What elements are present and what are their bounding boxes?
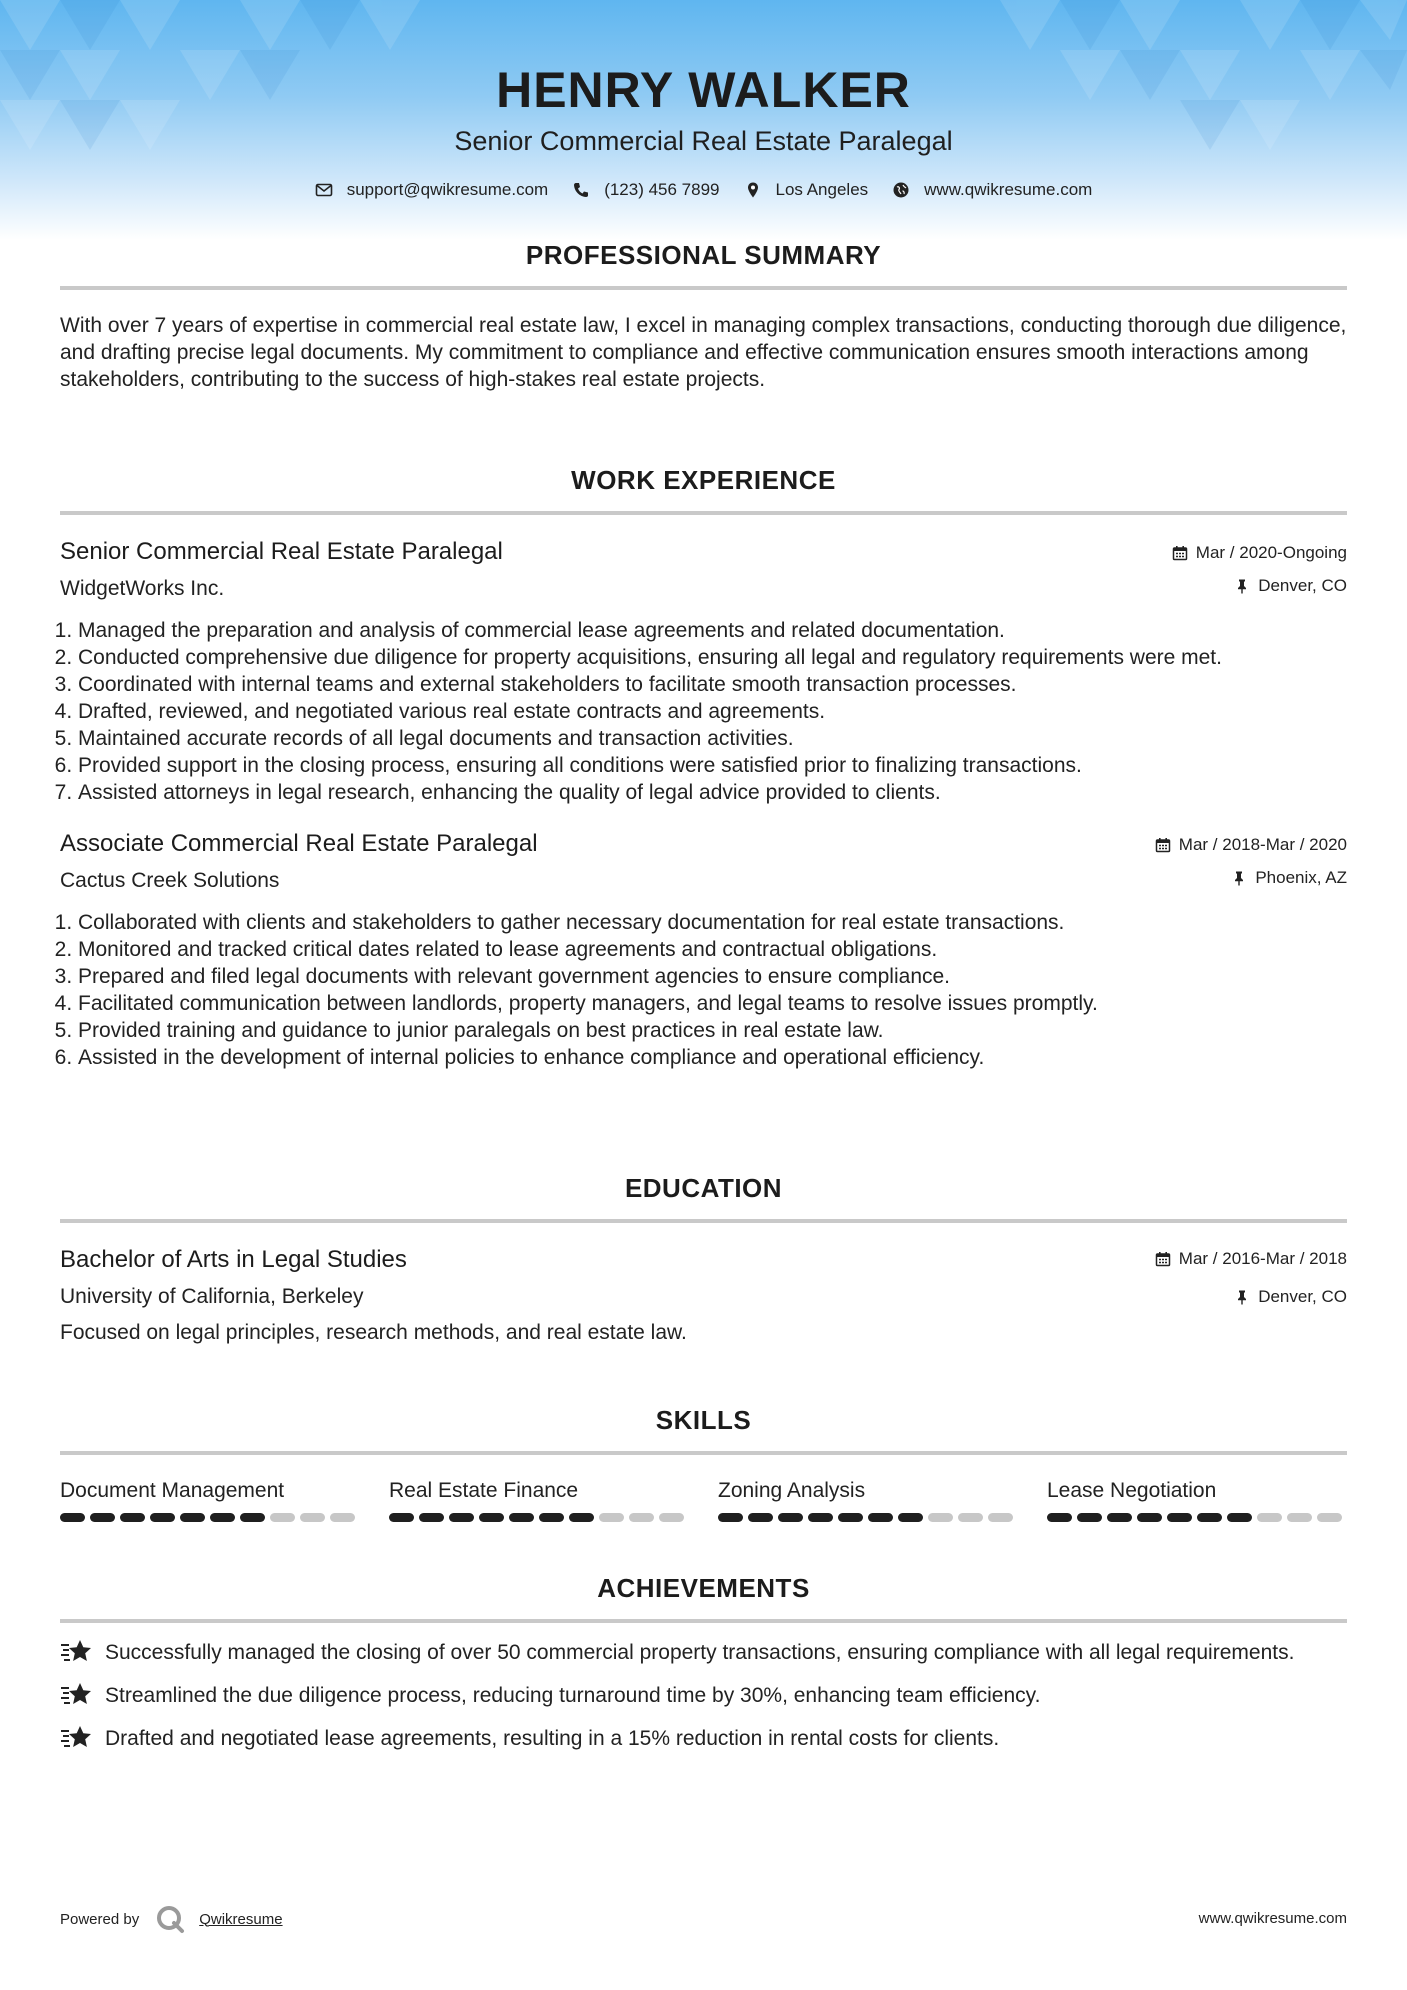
skill-level-segment [300,1513,325,1522]
skills-grid [60,1477,1347,1522]
skill-item [718,1477,1018,1522]
list-item: 3. Coordinated with internal teams and external stakeholders to facilitate smooth transaction processes. [78,671,1347,698]
school-name: University of California, Berkeley [60,1285,364,1308]
list-item: 6. Provided support in the closing process, ensuring all conditions were satisfied prior to finalizing transactions. [78,752,1347,779]
skill-level-segment [330,1513,355,1522]
skill-level-segment [389,1513,414,1522]
contact-phone[interactable] [572,180,719,200]
job-location [1231,868,1347,888]
degree-title: Bachelor of Arts in Legal Studies [60,1246,407,1273]
skill-level-segment [898,1513,923,1522]
experience-section [60,463,1347,1071]
skill-level-segment [60,1513,85,1522]
job-location-text: Denver, CO [1258,576,1347,595]
skill-level-segment [599,1513,624,1522]
skill-level-segment [539,1513,564,1522]
skill-level-segment [1047,1513,1072,1522]
skill-level-segment [778,1513,803,1522]
contact-email[interactable] [315,180,549,200]
skill-level-segment [659,1513,684,1522]
skill-item [389,1477,689,1522]
skill-item [1047,1477,1347,1522]
achievement-text: Drafted and negotiated lease agreements, resulting in a 15% reduction in rental costs for clients. [105,1727,1000,1750]
qwikresume-link[interactable]: Qwikresume [199,1910,283,1928]
skill-level-segment [838,1513,863,1522]
skill-name: Lease Negotiation [1047,1479,1217,1502]
skill-name: Zoning Analysis [718,1479,866,1502]
candidate-name: HENRY WALKER [496,62,911,118]
job-company: Cactus Creek Solutions [60,869,280,892]
education-dates-text: Mar / 2016-Mar / 2018 [1178,1249,1347,1268]
envelope-icon [315,181,333,199]
job-title: Associate Commercial Real Estate Paralegal [60,830,538,857]
list-item [60,1639,1347,1666]
list-item [60,1682,1347,1709]
contact-phone-text: (123) 456 7899 [604,180,720,199]
skill-level-segment [1077,1513,1102,1522]
achievements-heading: ACHIEVEMENTS [597,1573,810,1603]
skill-level-segment [120,1513,145,1522]
map-pin-icon [744,181,762,199]
globe-icon [892,181,910,199]
section-divider [60,511,1347,515]
skill-level-segment [419,1513,444,1522]
skill-level-segment [1137,1513,1162,1522]
summary-section [60,238,1347,393]
list-item: 2. Monitored and tracked critical dates related to lease agreements and contractual obligations. [78,936,1347,963]
achievements-section [60,1571,1347,1752]
skill-level-segment [958,1513,983,1522]
achievement-text: Successfully managed the closing of over 50 commercial property transactions, ensuring compliance with all legal requirements. [105,1641,1295,1664]
skill-level-segment [718,1513,743,1522]
phone-icon [572,181,590,199]
qwikresume-logo-icon [155,1904,185,1934]
contact-location [744,180,869,200]
job-dates [1172,543,1347,563]
calendar-icon [1172,545,1188,561]
list-item: 7. Assisted attorneys in legal research, enhancing the quality of legal advice provided to clients. [78,779,1347,806]
pushpin-icon [1231,870,1247,886]
skill-level-segment [1197,1513,1222,1522]
list-item: 1. Managed the preparation and analysis of commercial lease agreements and related documentation. [78,617,1347,644]
section-divider [60,1619,1347,1623]
education-description: Focused on legal principles, research methods, and real estate law. [60,1321,687,1344]
skill-name: Real Estate Finance [389,1479,579,1502]
calendar-icon [1155,1251,1171,1267]
skill-level-segment [479,1513,504,1522]
job-location [1234,576,1347,596]
skills-heading: SKILLS [655,1405,752,1435]
calendar-icon [1155,837,1171,853]
powered-by [60,1904,283,1934]
skill-level-segment [210,1513,235,1522]
experience-heading: WORK EXPERIENCE [571,465,836,495]
contact-website[interactable] [892,180,1092,200]
contact-bar [0,180,1407,200]
job-title: Senior Commercial Real Estate Paralegal [60,538,503,565]
skill-level-segment [1107,1513,1132,1522]
list-item: 6. Assisted in the development of internal policies to enhance compliance and operational efficiency. [78,1044,1347,1071]
page-footer [60,1900,1347,1934]
achievements-list [60,1639,1347,1752]
footer-website[interactable]: www.qwikresume.com [1198,1910,1347,1927]
education-heading: EDUCATION [624,1173,783,1203]
list-item: 5. Provided training and guidance to junior paralegals on best practices in real estate law. [78,1017,1347,1044]
skill-level-segment [240,1513,265,1522]
education-dates [1155,1249,1347,1269]
job-bullets [60,617,1347,806]
job-bullets [60,909,1347,1071]
skill-level-segment [1227,1513,1252,1522]
contact-website-text: www.qwikresume.com [924,180,1093,199]
skill-level-segment [90,1513,115,1522]
job-dates-text: Mar / 2020-Ongoing [1195,543,1347,562]
skill-item [60,1477,360,1522]
contact-email-text: support@qwikresume.com [346,180,549,199]
pushpin-icon [1234,1289,1250,1305]
education-location-text: Denver, CO [1258,1287,1347,1306]
list-item: 3. Prepared and filed legal documents with relevant government agencies to ensure compliance. [78,963,1347,990]
skill-level-bar [60,1513,360,1522]
section-divider [60,286,1347,290]
skill-level-bar [718,1513,1018,1522]
skill-level-segment [1257,1513,1282,1522]
skills-section [60,1403,1347,1522]
skill-level-segment [1167,1513,1192,1522]
summary-heading: PROFESSIONAL SUMMARY [525,240,882,270]
summary-text: With over 7 years of expertise in commercial real estate law, I excel in managing complex transactions, conducting thorough due diligence, and drafting precise legal documents. My commitment to compliance and effective communication ensures smooth interactions among stakeholders, contributing to the success of high-stakes real estate projects. [60,314,1347,391]
skill-level-segment [449,1513,474,1522]
skill-level-segment [180,1513,205,1522]
list-item: 5. Maintained accurate records of all legal documents and transaction activities. [78,725,1347,752]
achievement-text: Streamlined the due diligence process, reducing turnaround time by 30%, enhancing team efficiency. [105,1684,1041,1707]
skill-level-segment [868,1513,893,1522]
pushpin-icon [1234,578,1250,594]
education-location [1234,1287,1347,1307]
powered-by-label: Powered by [60,1910,140,1928]
list-item: 4. Drafted, reviewed, and negotiated various real estate contracts and agreements. [78,698,1347,725]
section-divider [60,1451,1347,1455]
job-entry [60,829,1347,1071]
skill-level-segment [988,1513,1013,1522]
job-company: WidgetWorks Inc. [60,577,225,600]
list-item: 1. Collaborated with clients and stakeholders to gather necessary documentation for real estate transactions. [78,909,1347,936]
skill-level-segment [808,1513,833,1522]
skill-name: Document Management [60,1479,285,1502]
skill-level-segment [629,1513,654,1522]
skill-level-segment [270,1513,295,1522]
star-award-icon [60,1681,94,1709]
candidate-role: Senior Commercial Real Estate Paralegal [454,126,953,156]
resume-header [0,58,1407,200]
job-location-text: Phoenix, AZ [1255,868,1347,887]
skill-level-bar [389,1513,689,1522]
skill-level-segment [569,1513,594,1522]
skill-level-segment [748,1513,773,1522]
section-divider [60,1219,1347,1223]
job-entry [60,537,1347,806]
job-dates-text: Mar / 2018-Mar / 2020 [1178,835,1347,854]
skill-level-segment [1317,1513,1342,1522]
skill-level-segment [928,1513,953,1522]
list-item: 2. Conducted comprehensive due diligence for property acquisitions, ensuring all legal and regulatory requirements were met. [78,644,1347,671]
list-item: 4. Facilitated communication between landlords, property managers, and legal teams to resolve issues promptly. [78,990,1347,1017]
contact-location-text: Los Angeles [775,180,869,199]
star-award-icon [60,1724,94,1752]
list-item [60,1725,1347,1752]
skill-level-segment [509,1513,534,1522]
skill-level-bar [1047,1513,1347,1522]
job-dates [1155,835,1347,855]
education-entry [60,1245,1347,1346]
skill-level-segment [150,1513,175,1522]
skill-level-segment [1287,1513,1312,1522]
star-award-icon [60,1638,94,1666]
education-section [60,1171,1347,1346]
